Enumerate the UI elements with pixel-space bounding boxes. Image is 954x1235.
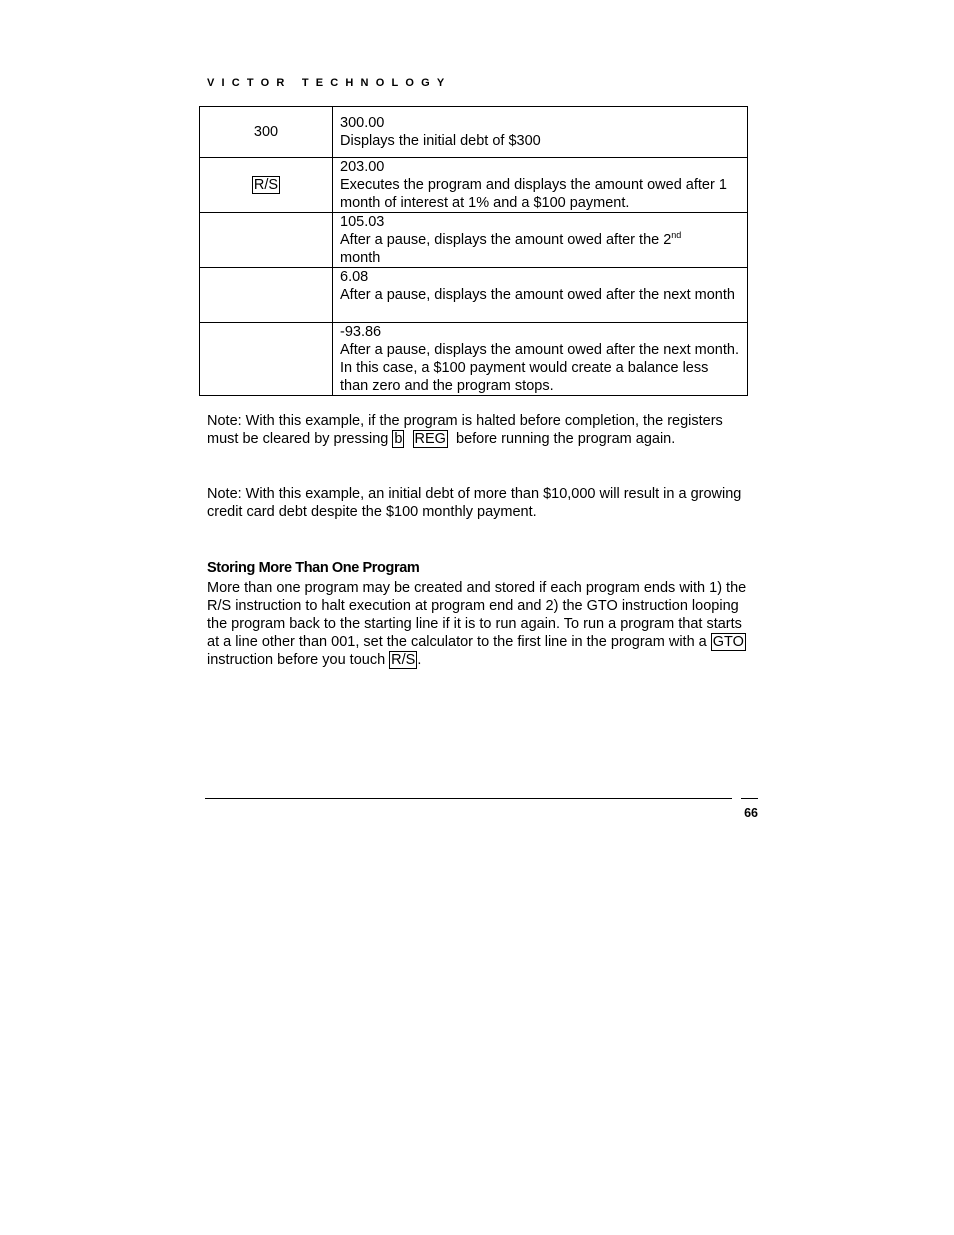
b-key-box: b [394, 431, 403, 447]
display-description: After a pause, displays the amount owed after the next month. In this case, a $100 payment would create a balance less than zero and the program stops. [340, 342, 739, 394]
display-description [340, 231, 740, 267]
display-value: 300.00 [340, 115, 385, 131]
section-body [207, 579, 752, 669]
display-description: Executes the program and displays the amount owed after 1 month of interest at 1% and a $100 payment. [340, 177, 727, 211]
table-row [200, 107, 748, 158]
keystroke-cell [200, 107, 333, 158]
display-value: 105.03 [340, 214, 385, 230]
keystroke-cell [200, 323, 333, 396]
display-description: After a pause, displays the amount owed after the next month [340, 287, 735, 303]
body-text-end: . [417, 652, 422, 668]
description-text: After a pause, displays the amount owed after the 2 [340, 232, 672, 248]
note-halt [207, 412, 752, 448]
display-cell [333, 213, 748, 268]
display-cell [333, 107, 748, 158]
note-text-cont: before running the program again. [456, 431, 676, 447]
display-cell [333, 268, 748, 323]
rs-key-box: R/S [391, 652, 416, 668]
footer-rule-short [741, 798, 758, 799]
page-number: 66 [744, 806, 758, 820]
keystroke-table [199, 106, 748, 396]
display-value: 203.00 [340, 159, 385, 175]
display-value: -93.86 [340, 324, 382, 340]
body-text: More than one program may be created and stored if each program ends with 1) the R/S instruction to halt execution at program end and 2) the GTO instruction looping the program back to the starting line if it is to run again. To run a program that starts at a line other than 001, set the calculator to the first line in the program with a [207, 580, 747, 650]
keystroke-cell [200, 268, 333, 323]
description-text-cont: month [340, 250, 381, 266]
body-text-cont: instruction before you touch [207, 652, 386, 668]
display-cell [333, 158, 748, 213]
display-cell [333, 323, 748, 396]
keystroke-cell [200, 158, 333, 213]
table-row [200, 268, 748, 323]
display-value: 6.08 [340, 269, 369, 285]
table-row [200, 323, 748, 396]
rs-key-box: R/S [253, 177, 279, 193]
running-header: VICTOR TECHNOLOGY [207, 77, 452, 89]
display-description: Displays the initial debt of $300 [340, 133, 541, 149]
keystroke-cell [200, 213, 333, 268]
footer-rule [205, 798, 732, 799]
table-row [200, 158, 748, 213]
note-text: Note: With this example, if the program is halted before completion, the registers must be cleared by pressing [207, 413, 723, 447]
ordinal-suffix: nd [671, 230, 682, 240]
note-debt: Note: With this example, an initial debt of more than $10,000 will result in a growing credit card debt despite the $100 monthly payment. [207, 486, 742, 520]
table-row [200, 213, 748, 268]
keystroke-text: 300 [253, 124, 279, 140]
section-heading: Storing More Than One Program [207, 560, 420, 576]
gto-key-box: GTO [712, 634, 744, 650]
reg-key-box: REG [414, 431, 446, 447]
